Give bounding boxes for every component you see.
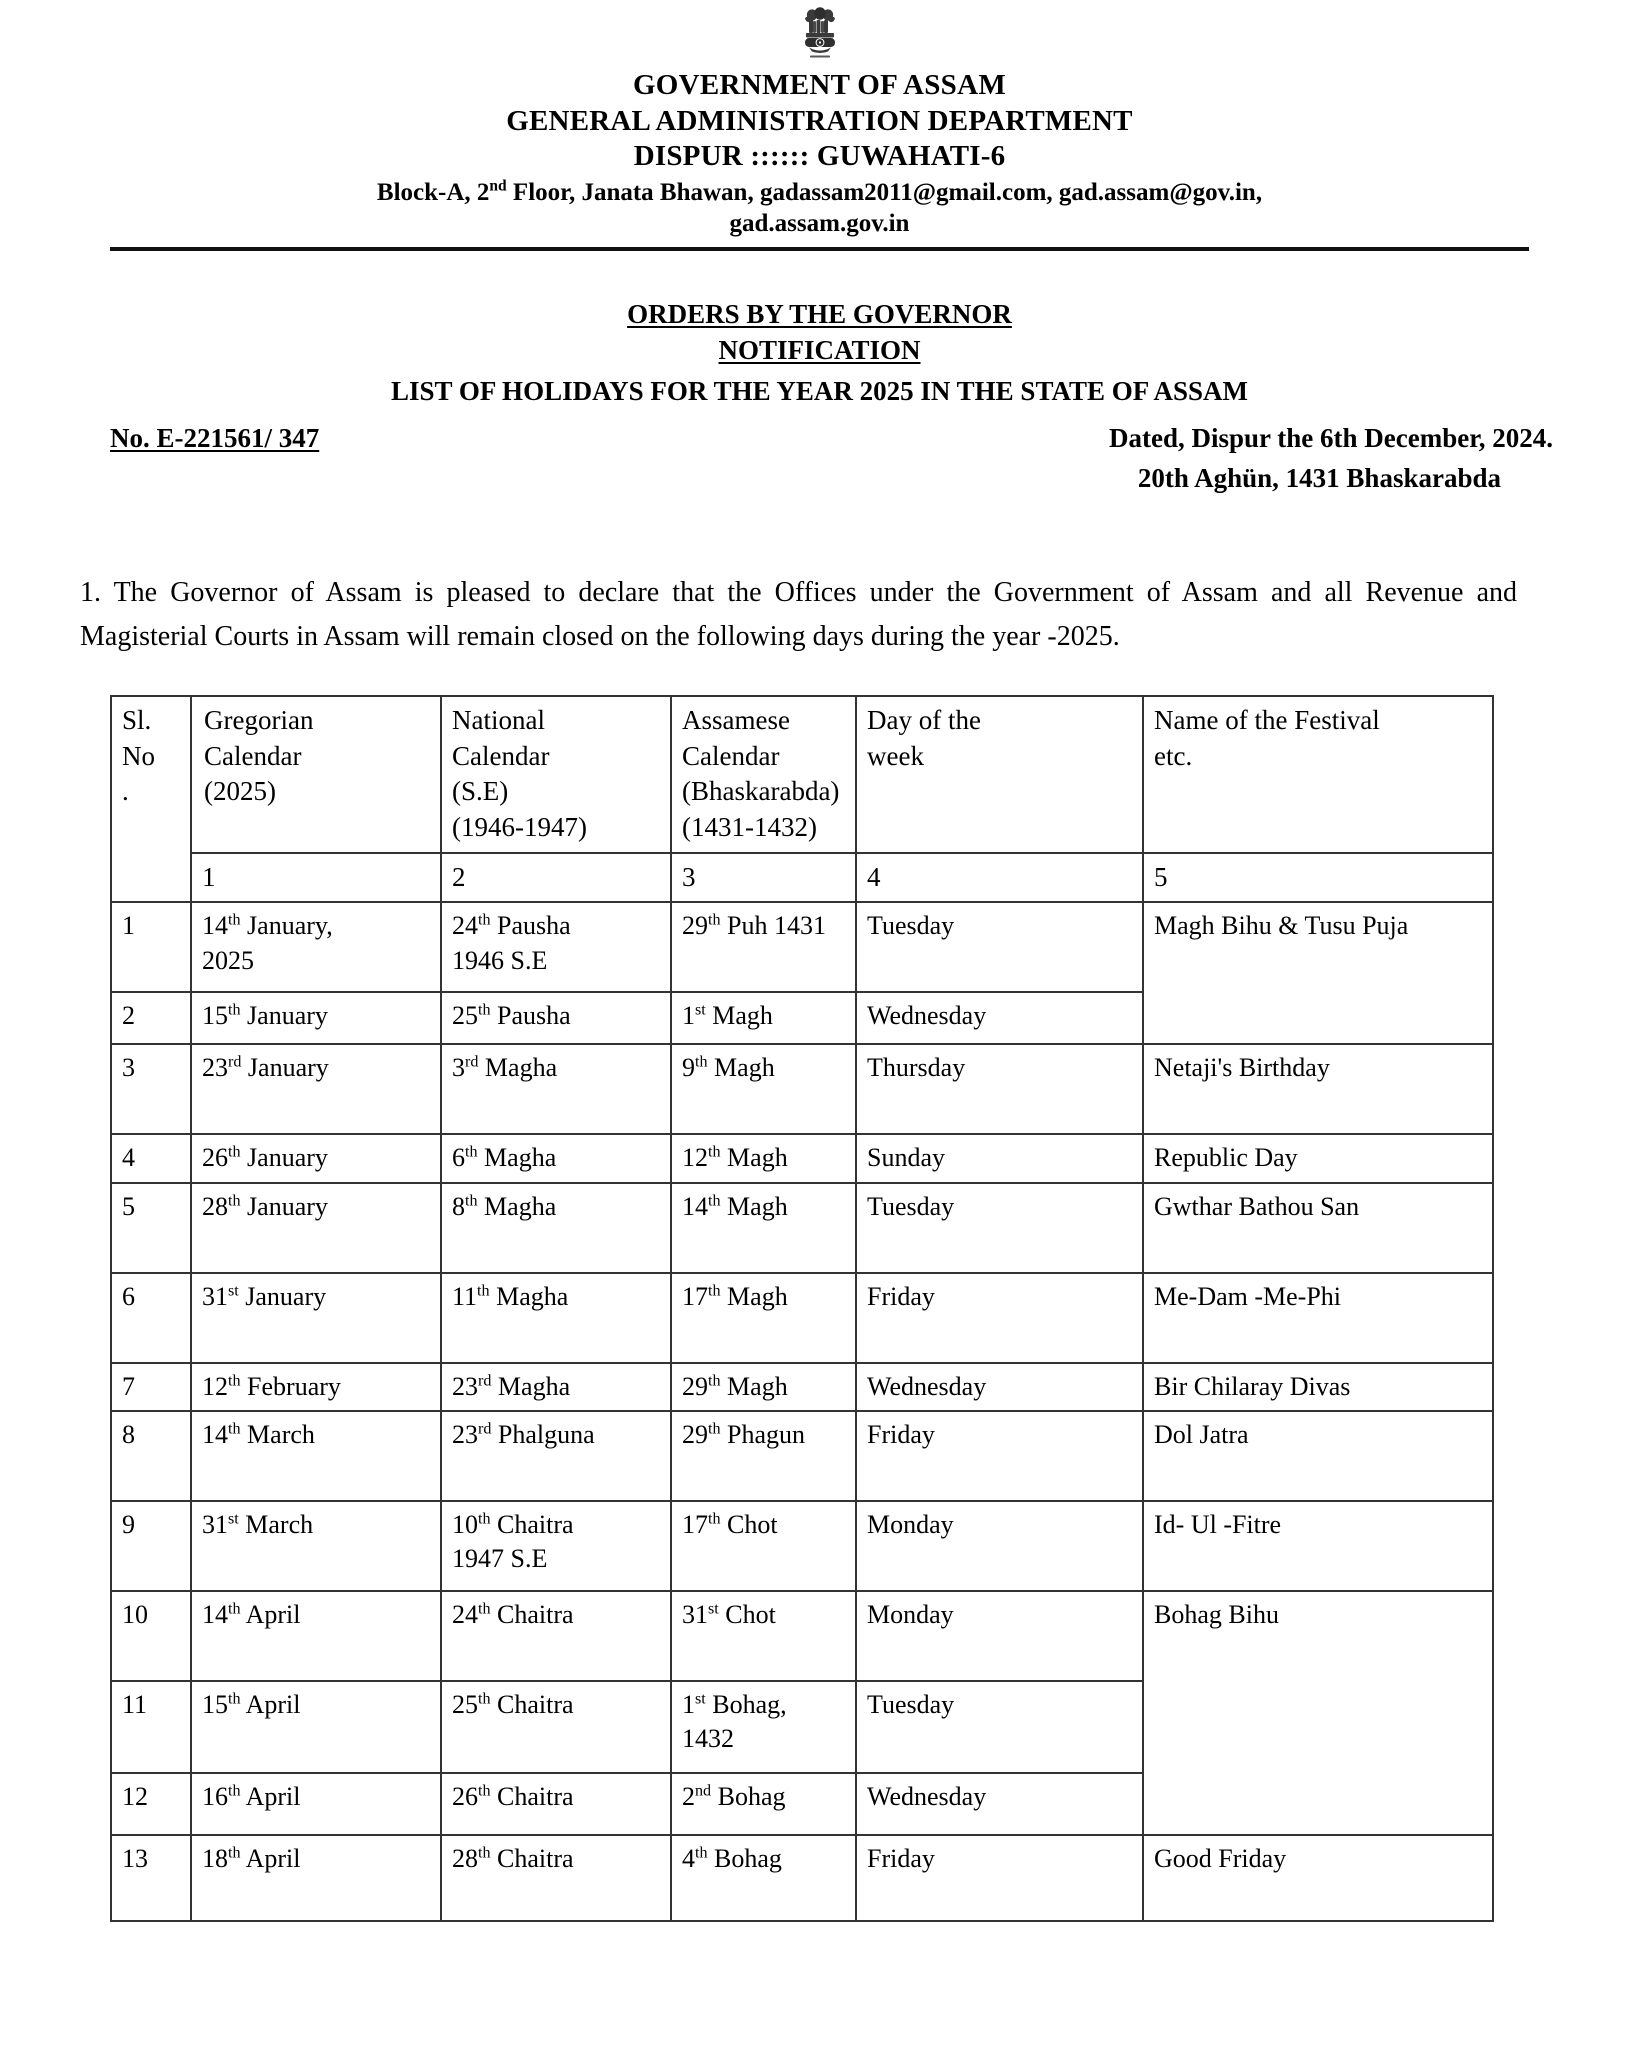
cell-festival-name: Magh Bihu & Tusu Puja bbox=[1143, 902, 1493, 1044]
ashoka-lion-capital-emblem-icon bbox=[799, 6, 841, 62]
cell-assamese-date bbox=[671, 1773, 856, 1835]
cell-festival-name: Bohag Bihu bbox=[1143, 1591, 1493, 1835]
row-serial-number: 5 bbox=[111, 1183, 191, 1273]
table-row bbox=[111, 1411, 1493, 1501]
cell-gregorian-date bbox=[191, 1134, 441, 1182]
cell-assamese-date-line1: 2nd Bohag bbox=[682, 1781, 786, 1811]
row-serial-number: 8 bbox=[111, 1411, 191, 1501]
header-sl-no-line1: Sl. bbox=[122, 705, 152, 736]
cell-national-date-line1: 6th Magha bbox=[452, 1143, 557, 1173]
column-number-3: 3 bbox=[671, 853, 856, 903]
cell-gregorian-date bbox=[191, 1411, 441, 1501]
cell-gregorian-date-ordinal-suffix: rd bbox=[228, 1053, 242, 1071]
header-national-line4: (1946-1947) bbox=[452, 812, 587, 843]
cell-assamese-date-ordinal-suffix: th bbox=[708, 1510, 721, 1528]
cell-assamese-date-line1: 9th Magh bbox=[682, 1053, 775, 1083]
table-row bbox=[111, 1183, 1493, 1273]
cell-assamese-date bbox=[671, 902, 856, 992]
cell-festival-name: Good Friday bbox=[1143, 1835, 1493, 1921]
cell-gregorian-date-line1: 18th April bbox=[202, 1843, 301, 1873]
cell-national-date bbox=[441, 1044, 671, 1134]
cell-assamese-date-ordinal-suffix: st bbox=[695, 1001, 706, 1019]
row-serial-number: 6 bbox=[111, 1273, 191, 1363]
header-sl-no-line2: No bbox=[122, 740, 155, 771]
table-column-number-row bbox=[111, 853, 1493, 903]
cell-gregorian-date-ordinal-suffix: th bbox=[228, 911, 241, 929]
cell-national-date-ordinal-suffix: th bbox=[465, 1143, 478, 1161]
holidays-table-body bbox=[111, 902, 1493, 1921]
cell-day-of-week: Monday bbox=[856, 1591, 1143, 1681]
header-day-of-week bbox=[856, 696, 1143, 853]
cell-national-date-line1: 25th Chaitra bbox=[452, 1689, 574, 1719]
cell-festival-name: Dol Jatra bbox=[1143, 1411, 1493, 1501]
letterhead bbox=[0, 68, 1639, 239]
cell-gregorian-date-line1: 15th January bbox=[202, 1001, 328, 1031]
header-gregorian-calendar bbox=[191, 696, 441, 853]
address-ordinal-suffix: nd bbox=[489, 177, 507, 195]
cell-national-date-line1: 23rd Phalguna bbox=[452, 1419, 595, 1449]
cell-gregorian-date-line1: 23rd January bbox=[202, 1053, 329, 1083]
cell-festival-name: Me-Dam -Me-Phi bbox=[1143, 1273, 1493, 1363]
cell-day-of-week: Tuesday bbox=[856, 1681, 1143, 1773]
cell-festival-name: Netaji's Birthday bbox=[1143, 1044, 1493, 1134]
cell-national-date bbox=[441, 902, 671, 992]
notification-heading-block bbox=[0, 251, 1639, 408]
header-national-line1: National bbox=[452, 705, 545, 736]
cell-assamese-date bbox=[671, 1591, 856, 1681]
cell-national-date bbox=[441, 1134, 671, 1182]
cell-assamese-date-ordinal-suffix: th bbox=[708, 1420, 721, 1438]
cell-gregorian-date-line1: 14th April bbox=[202, 1599, 301, 1629]
cell-national-date-line1: 28th Chaitra bbox=[452, 1843, 574, 1873]
cell-gregorian-date-line1: 31st March bbox=[202, 1509, 314, 1539]
cell-gregorian-date-ordinal-suffix: st bbox=[228, 1282, 239, 1299]
holidays-table bbox=[110, 695, 1494, 1922]
cell-national-date-line1: 24th Pausha bbox=[452, 911, 571, 941]
cell-assamese-date-ordinal-suffix: th bbox=[708, 1282, 721, 1299]
cell-national-date-line1: 8th Magha bbox=[452, 1191, 557, 1221]
cell-gregorian-date-line1: 15th April bbox=[202, 1689, 301, 1719]
cell-assamese-date bbox=[671, 1835, 856, 1921]
cell-gregorian-date-ordinal-suffix: th bbox=[228, 1844, 241, 1862]
dated-line: Dated, Dispur the 6th December, 2024. bbox=[1109, 422, 1553, 453]
cell-national-date bbox=[441, 1591, 671, 1681]
table-row bbox=[111, 1501, 1493, 1591]
office-address bbox=[0, 175, 1639, 209]
cell-assamese-date-ordinal-suffix: th bbox=[708, 1192, 721, 1209]
table-row bbox=[111, 1044, 1493, 1134]
cell-festival-name: Gwthar Bathou San bbox=[1143, 1183, 1493, 1273]
cell-gregorian-date bbox=[191, 902, 441, 992]
cell-assamese-date bbox=[671, 1501, 856, 1591]
emblem-container bbox=[0, 0, 1639, 68]
cell-national-date bbox=[441, 1773, 671, 1835]
cell-assamese-date-line1: 14th Magh bbox=[682, 1191, 788, 1221]
cell-national-date-ordinal-suffix: th bbox=[478, 1844, 491, 1862]
cell-day-of-week: Wednesday bbox=[856, 992, 1143, 1044]
reference-date-row bbox=[0, 423, 1639, 519]
cell-assamese-date-line1: 29th Phagun bbox=[682, 1419, 806, 1449]
org-name: GOVERNMENT OF ASSAM bbox=[632, 69, 1007, 101]
cell-national-date-line2: 1946 S.E bbox=[452, 945, 548, 975]
cell-assamese-date-line1: 29th Magh bbox=[682, 1371, 788, 1401]
header-assamese-line4: (1431-1432) bbox=[682, 812, 817, 843]
row-serial-number: 9 bbox=[111, 1501, 191, 1591]
header-day-line1: Day of the bbox=[867, 705, 981, 736]
cell-assamese-date-line1: 17th Chot bbox=[682, 1509, 778, 1539]
row-serial-number: 11 bbox=[111, 1681, 191, 1773]
header-sl-no bbox=[111, 696, 191, 902]
cell-national-date-ordinal-suffix: th bbox=[478, 911, 491, 929]
cell-assamese-date bbox=[671, 1681, 856, 1773]
cell-assamese-date-line2: 1432 bbox=[682, 1724, 734, 1754]
cell-festival-name: Bir Chilaray Divas bbox=[1143, 1363, 1493, 1411]
address-part-2: Floor, Janata Bhawan, gadassam2011@gmail.com, gad.assam@gov.in, bbox=[506, 178, 1263, 206]
cell-national-date bbox=[441, 1681, 671, 1773]
row-serial-number: 12 bbox=[111, 1773, 191, 1835]
column-number-4: 4 bbox=[856, 853, 1143, 903]
row-serial-number: 3 bbox=[111, 1044, 191, 1134]
cell-assamese-date bbox=[671, 1134, 856, 1182]
cell-national-date-ordinal-suffix: th bbox=[478, 1600, 491, 1618]
header-assamese-calendar bbox=[671, 696, 856, 853]
cell-national-date-ordinal-suffix: rd bbox=[465, 1053, 479, 1071]
table-row bbox=[111, 1835, 1493, 1921]
cell-gregorian-date-ordinal-suffix: th bbox=[228, 1143, 241, 1161]
cell-assamese-date-line1: 31st Chot bbox=[682, 1599, 776, 1629]
notification-heading: NOTIFICATION bbox=[718, 334, 921, 365]
header-national-line3: (S.E) bbox=[452, 776, 509, 807]
cell-gregorian-date-ordinal-suffix: th bbox=[228, 1690, 241, 1708]
cell-national-date bbox=[441, 1835, 671, 1921]
cell-assamese-date bbox=[671, 1411, 856, 1501]
cell-national-date-line1: 24th Chaitra bbox=[452, 1599, 574, 1629]
cell-day-of-week: Friday bbox=[856, 1273, 1143, 1363]
table-row bbox=[111, 1591, 1493, 1681]
cell-gregorian-date bbox=[191, 1835, 441, 1921]
cell-assamese-date-line1: 17th Magh bbox=[682, 1281, 788, 1311]
holidays-list-title: LIST OF HOLIDAYS FOR THE YEAR 2025 IN THE STATE OF ASSAM bbox=[391, 375, 1248, 406]
cell-assamese-date-ordinal-suffix: th bbox=[708, 1372, 721, 1389]
header-day-line2: week bbox=[867, 740, 924, 771]
cell-gregorian-date-ordinal-suffix: th bbox=[228, 1420, 241, 1438]
declaration-paragraph: 1. The Governor of Assam is pleased to declare that the Offices under the Government of Assam and all Revenue and Magisterial Courts in Assam will remain closed on the following days during the year -2025. bbox=[80, 576, 1517, 652]
header-festival-line2: etc. bbox=[1154, 740, 1193, 771]
header-national-calendar bbox=[441, 696, 671, 853]
cell-day-of-week: Sunday bbox=[856, 1134, 1143, 1182]
cell-gregorian-date-line1: 12th February bbox=[202, 1371, 341, 1401]
cell-national-date-line1: 10th Chaitra bbox=[452, 1509, 574, 1539]
cell-gregorian-date-line1: 14th January, bbox=[202, 911, 333, 941]
cell-day-of-week: Friday bbox=[856, 1835, 1143, 1921]
cell-gregorian-date bbox=[191, 1501, 441, 1591]
cell-assamese-date-ordinal-suffix: st bbox=[695, 1690, 706, 1708]
cell-day-of-week: Wednesday bbox=[856, 1363, 1143, 1411]
cell-gregorian-date-ordinal-suffix: th bbox=[228, 1192, 241, 1209]
dated-bhaskarabda-line: 20th Aghün, 1431 Bhaskarabda bbox=[1137, 462, 1501, 493]
header-assamese-line2: Calendar bbox=[682, 740, 780, 771]
row-serial-number: 4 bbox=[111, 1134, 191, 1182]
cell-assamese-date-line1: 29th Puh 1431 bbox=[682, 911, 826, 941]
cell-gregorian-date-line1: 14th March bbox=[202, 1419, 315, 1449]
cell-gregorian-date bbox=[191, 1273, 441, 1363]
cell-national-date-line1: 25th Pausha bbox=[452, 1001, 571, 1031]
cell-gregorian-date bbox=[191, 1591, 441, 1681]
header-gregorian-line2: Calendar bbox=[204, 740, 302, 771]
cell-national-date-line1: 26th Chaitra bbox=[452, 1781, 574, 1811]
cell-national-date-ordinal-suffix: th bbox=[478, 1510, 491, 1528]
cell-assamese-date-ordinal-suffix: th bbox=[695, 1844, 708, 1862]
cell-national-date bbox=[441, 1273, 671, 1363]
cell-gregorian-date-line1: 28th January bbox=[202, 1191, 328, 1221]
address-part-1: Block-A, 2 bbox=[376, 178, 490, 206]
cell-gregorian-date bbox=[191, 1363, 441, 1411]
cell-assamese-date-line1: 1st Magh bbox=[682, 1001, 773, 1031]
reference-number: No. E-221561/ 347 bbox=[110, 422, 320, 453]
cell-assamese-date bbox=[671, 1044, 856, 1134]
header-sl-no-line3: . bbox=[122, 776, 129, 807]
cell-national-date-ordinal-suffix: th bbox=[478, 1001, 491, 1019]
cell-national-date-line1: 11th Magha bbox=[452, 1281, 569, 1311]
cell-national-date-ordinal-suffix: th bbox=[478, 1782, 491, 1800]
holidays-table-container bbox=[110, 695, 1492, 1922]
cell-national-date bbox=[441, 1501, 671, 1591]
column-number-5: 5 bbox=[1143, 853, 1493, 903]
cell-assamese-date-ordinal-suffix: th bbox=[695, 1053, 708, 1071]
cell-day-of-week: Monday bbox=[856, 1501, 1143, 1591]
row-serial-number: 10 bbox=[111, 1591, 191, 1681]
cell-gregorian-date-ordinal-suffix: th bbox=[228, 1001, 241, 1019]
cell-national-date-ordinal-suffix: rd bbox=[478, 1372, 492, 1389]
row-serial-number: 1 bbox=[111, 902, 191, 992]
cell-assamese-date bbox=[671, 1363, 856, 1411]
cell-day-of-week: Friday bbox=[856, 1411, 1143, 1501]
cell-assamese-date-ordinal-suffix: nd bbox=[695, 1782, 712, 1800]
row-serial-number: 13 bbox=[111, 1835, 191, 1921]
table-row bbox=[111, 1134, 1493, 1182]
cell-gregorian-date-ordinal-suffix: th bbox=[228, 1372, 241, 1389]
cell-national-date bbox=[441, 1183, 671, 1273]
cell-national-date-ordinal-suffix: th bbox=[465, 1192, 478, 1209]
cell-gregorian-date bbox=[191, 1044, 441, 1134]
cell-day-of-week: Tuesday bbox=[856, 902, 1143, 992]
table-header-row bbox=[111, 696, 1493, 853]
table-row bbox=[111, 1363, 1493, 1411]
header-festival-name bbox=[1143, 696, 1493, 853]
cell-national-date-ordinal-suffix: th bbox=[477, 1282, 490, 1299]
header-assamese-line1: Assamese bbox=[682, 705, 790, 736]
header-assamese-line3: (Bhaskarabda) bbox=[682, 776, 840, 807]
cell-gregorian-date-line1: 31st January bbox=[202, 1281, 327, 1311]
cell-day-of-week: Tuesday bbox=[856, 1183, 1143, 1273]
cell-assamese-date-line1: 12th Magh bbox=[682, 1143, 788, 1173]
cell-gregorian-date bbox=[191, 1773, 441, 1835]
cell-national-date bbox=[441, 992, 671, 1044]
office-location: DISPUR :::::: GUWAHATI-6 bbox=[633, 140, 1006, 173]
row-serial-number: 2 bbox=[111, 992, 191, 1044]
cell-day-of-week: Wednesday bbox=[856, 1773, 1143, 1835]
header-gregorian-line1: Gregorian bbox=[204, 705, 314, 736]
cell-festival-name: Id- Ul -Fitre bbox=[1143, 1501, 1493, 1591]
cell-gregorian-date-line1: 16th April bbox=[202, 1781, 301, 1811]
header-festival-line1: Name of the Festival bbox=[1154, 705, 1380, 736]
cell-assamese-date-line1: 1st Bohag, bbox=[682, 1689, 787, 1719]
cell-gregorian-date-ordinal-suffix: th bbox=[228, 1782, 241, 1800]
cell-gregorian-date bbox=[191, 992, 441, 1044]
department-name: GENERAL ADMINISTRATION DEPARTMENT bbox=[506, 104, 1133, 137]
row-serial-number: 7 bbox=[111, 1363, 191, 1411]
office-website: gad.assam.gov.in bbox=[729, 209, 910, 237]
cell-national-date bbox=[441, 1411, 671, 1501]
cell-gregorian-date bbox=[191, 1183, 441, 1273]
cell-gregorian-date-line1: 26th January bbox=[202, 1143, 328, 1173]
column-number-2: 2 bbox=[441, 853, 671, 903]
cell-national-date-line2: 1947 S.E bbox=[452, 1544, 548, 1574]
cell-assamese-date-ordinal-suffix: th bbox=[708, 911, 721, 929]
header-gregorian-line3: (2025) bbox=[204, 776, 276, 807]
header-national-line2: Calendar bbox=[452, 740, 550, 771]
cell-national-date-line1: 23rd Magha bbox=[452, 1371, 571, 1401]
cell-national-date-line1: 3rd Magha bbox=[452, 1053, 558, 1083]
table-row bbox=[111, 1273, 1493, 1363]
cell-assamese-date-line1: 4th Bohag bbox=[682, 1843, 782, 1873]
cell-national-date-ordinal-suffix: rd bbox=[478, 1420, 492, 1438]
cell-day-of-week: Thursday bbox=[856, 1044, 1143, 1134]
cell-national-date bbox=[441, 1363, 671, 1411]
cell-national-date-ordinal-suffix: th bbox=[478, 1690, 491, 1708]
orders-by-governor-heading: ORDERS BY THE GOVERNOR bbox=[627, 299, 1012, 330]
cell-festival-name: Republic Day bbox=[1143, 1134, 1493, 1182]
table-row bbox=[111, 902, 1493, 992]
cell-gregorian-date bbox=[191, 1681, 441, 1773]
cell-gregorian-date-ordinal-suffix: st bbox=[228, 1510, 239, 1528]
cell-assamese-date bbox=[671, 992, 856, 1044]
cell-gregorian-date-ordinal-suffix: th bbox=[228, 1600, 241, 1618]
column-number-1: 1 bbox=[191, 853, 441, 903]
cell-assamese-date-ordinal-suffix: th bbox=[708, 1143, 721, 1161]
cell-assamese-date-ordinal-suffix: st bbox=[708, 1600, 719, 1618]
cell-assamese-date bbox=[671, 1183, 856, 1273]
cell-gregorian-date-line2: 2025 bbox=[202, 945, 254, 975]
cell-assamese-date bbox=[671, 1273, 856, 1363]
